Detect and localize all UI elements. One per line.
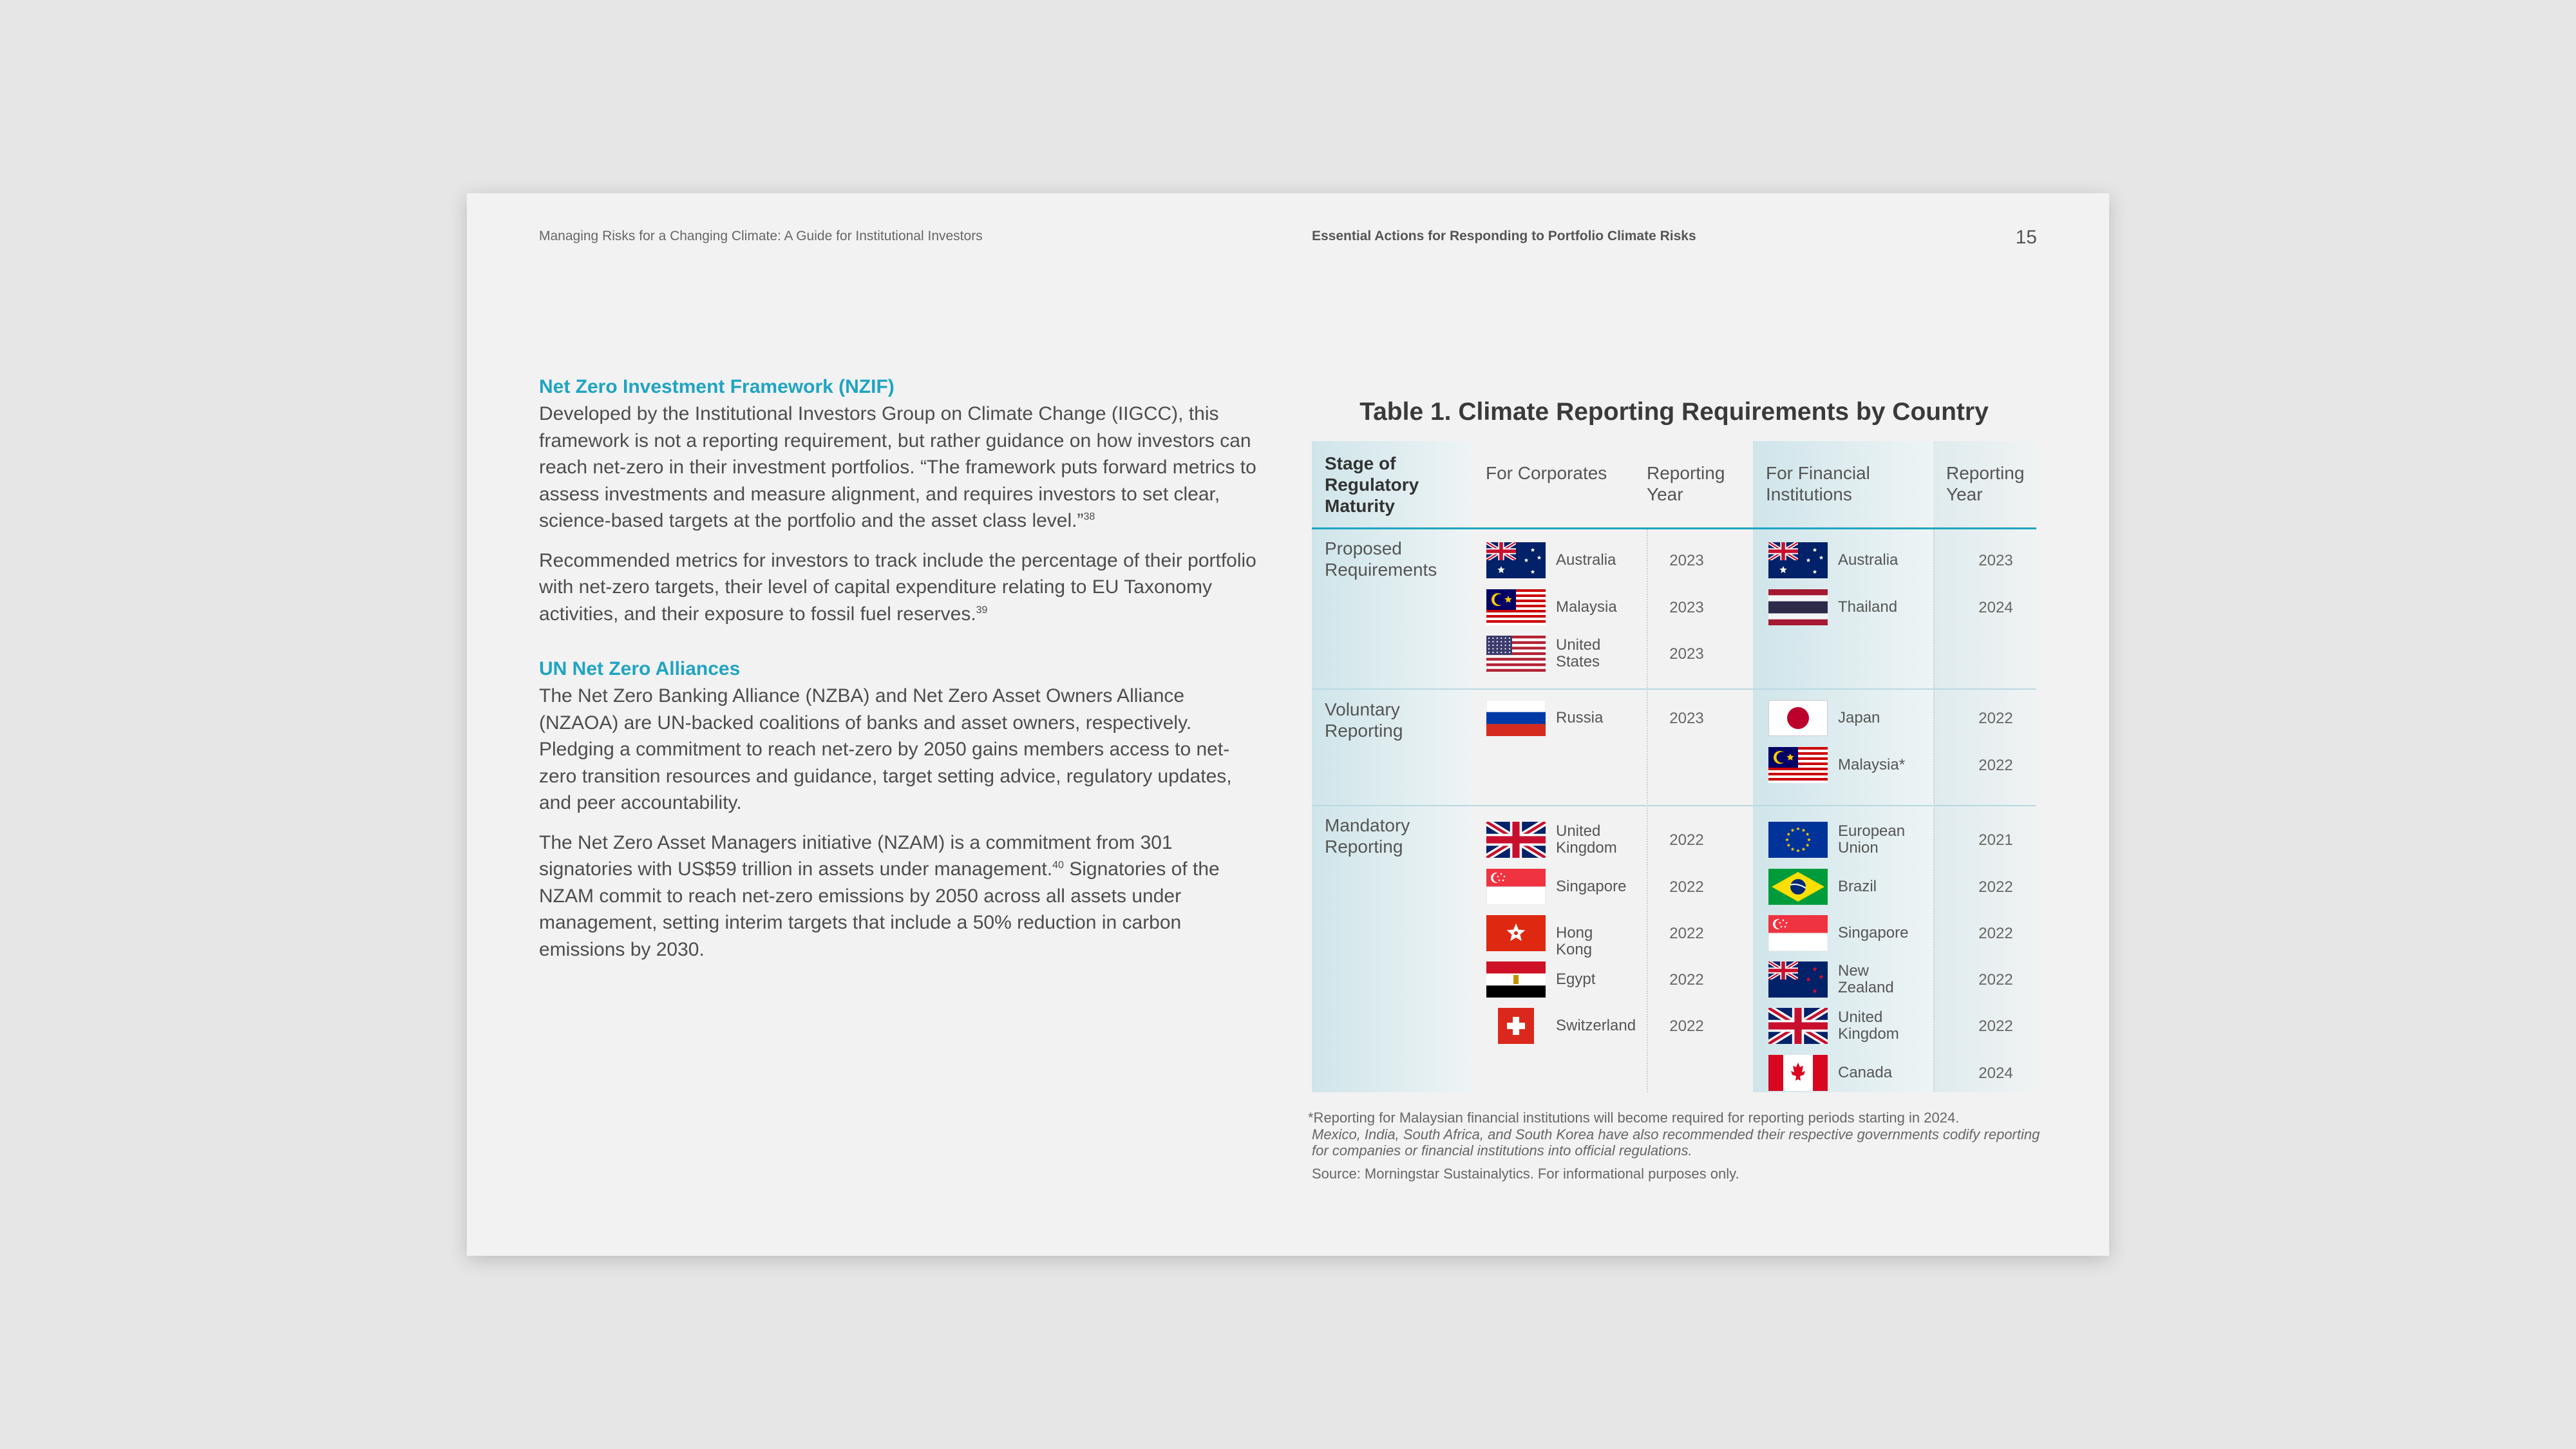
financial-reporting-year: 2022 [1978, 757, 2013, 774]
corporate-reporting-year: 2022 [1669, 831, 1704, 849]
financial-country: New Zealand [1838, 962, 1894, 996]
financial-reporting-year: 2023 [1978, 552, 2013, 569]
corporate-reporting-year: 2023 [1669, 599, 1704, 616]
stage-voluntary: Voluntary Reporting [1325, 699, 1403, 741]
stage-proposed: Proposed Requirements [1325, 538, 1437, 580]
financial-reporting-year: 2021 [1978, 831, 2013, 849]
financial-country: European Union [1838, 822, 1906, 857]
financial-reporting-year: 2024 [1978, 599, 2013, 616]
paragraph: The Net Zero Asset Managers initiative (NZAM) is a commitment from 301 signatories with US$59 trillion in assets under management.$^{40}$ Signatories of the NZAM commit to reach net-zero emissions by 2050 across all assets under management, setting interim targets that include a 50% reduction in carbon emissions by 2030. [539, 831, 1220, 960]
financial-country: Thailand [1838, 598, 1898, 616]
singapore-flag-icon [1768, 915, 1828, 951]
corporate-country: Australia [1556, 551, 1616, 569]
corporate-country: Singapore [1556, 878, 1627, 895]
document-page [467, 193, 2109, 1256]
header-financial-year: Reporting Year [1946, 463, 2025, 504]
financial-reporting-year: 2022 [1978, 971, 2013, 989]
column-divider [1933, 529, 1935, 1092]
australia-flag-icon [1768, 542, 1828, 578]
corporate-country: Hong Kong [1556, 924, 1593, 958]
switzerland-flag-icon [1486, 1008, 1546, 1044]
row-divider [1312, 688, 2036, 690]
new-zealand-flag-icon [1768, 961, 1828, 998]
running-header-left: Managing Risks for a Changing Climate: A Guide for Institutional Investors [539, 229, 983, 243]
corporate-reporting-year: 2022 [1669, 925, 1704, 942]
singapore-flag-icon [1486, 869, 1546, 905]
footnote-ref: 40 [1052, 860, 1064, 871]
financial-reporting-year: 2022 [1978, 1018, 2013, 1035]
body-text-column [539, 374, 1260, 976]
paragraph: Developed by the Institutional Investors Group on Climate Change (IIGCC), this framework is not a reporting requirement, but rather guidance on how investors can reach net-zero in their investment portfolios. “The framework puts forward metrics to assess investments and measure alignment, and requires investors to set clear, science-based targets at the portfolio and the asset class level.”$^{38}$ [539, 403, 1256, 531]
malaysia-flag-icon [1768, 747, 1828, 783]
paragraph: The Net Zero Banking Alliance (NZBA) and Net Zero Asset Owners Alliance (NZAOA) are UN-backed coalitions of banks and asset owners, respectively. Pledging a commitment to reach net-zero by 2050 gains members access to net-zero transition resources and guidance, target setting advice, regulatory updates, and peer accountability. [539, 685, 1232, 813]
footnote-ref: 39 [976, 604, 988, 616]
corporate-reporting-year: 2022 [1669, 878, 1704, 896]
financial-country: Brazil [1838, 878, 1877, 895]
header-financial: For Financial Institutions [1766, 463, 1870, 504]
egypt-flag-icon [1486, 961, 1546, 998]
paragraph: Recommended metrics for investors to track include the percentage of their portfolio with net-zero targets, their level of capital expenditure relating to EU Taxonomy activities, and their exposure to fossil fuel reserves.$^{39}$ [539, 549, 1256, 625]
uk-flag-icon [1768, 1008, 1828, 1044]
financial-country: Japan [1838, 709, 1880, 726]
column-divider [1647, 529, 1648, 1092]
stage-mandatory: Mandatory Reporting [1325, 815, 1410, 857]
corporate-reporting-year: 2023 [1669, 710, 1704, 727]
brazil-flag-icon [1768, 869, 1828, 905]
eu-flag-icon [1768, 822, 1828, 858]
financial-reporting-year: 2022 [1978, 925, 2013, 942]
corporate-reporting-year: 2023 [1669, 552, 1704, 569]
table-notes [1308, 1109, 2042, 1182]
financial-country: Australia [1838, 551, 1899, 569]
corporate-reporting-year: 2022 [1669, 1018, 1704, 1035]
thailand-flag-icon [1768, 589, 1828, 625]
corporate-reporting-year: 2022 [1669, 971, 1704, 989]
corporate-country: United States [1556, 636, 1601, 670]
hong-kong-flag-icon [1486, 915, 1546, 951]
row-divider [1312, 805, 2036, 806]
australia-flag-icon [1486, 542, 1546, 578]
climate-reporting-table [1312, 441, 2036, 1092]
running-header-section: Essential Actions for Responding to Portfolio Climate Risks [1312, 229, 1696, 243]
canada-flag-icon [1768, 1055, 1828, 1091]
japan-flag-icon [1768, 700, 1828, 736]
header-stage: Stage of Regulatory Maturity [1325, 453, 1419, 516]
note-italic: Mexico, India, South Africa, and South Korea have also recommended their respective governments codify reporting for companies or financial institutions into official regulations. [1312, 1126, 2040, 1159]
table-title: Table 1. Climate Reporting Requirements by Country [1359, 398, 1989, 426]
header-corporates: For Corporates [1486, 463, 1607, 483]
corporate-country: Russia [1556, 709, 1604, 726]
corporate-country: Malaysia [1556, 598, 1617, 616]
usa-flag-icon [1486, 636, 1546, 672]
corporate-country: Egypt [1556, 971, 1596, 988]
header-corporate-year: Reporting Year [1647, 463, 1725, 504]
corporate-country: United Kingdom [1556, 822, 1617, 857]
page-number: 15 [2015, 227, 2037, 248]
russia-flag-icon [1486, 700, 1546, 736]
section-heading-nzif: Net Zero Investment Framework (NZIF) [539, 376, 895, 397]
header-rule [1312, 527, 2036, 529]
footnote: *Reporting for Malaysian financial institutions will become required for reporting periods starting in 2024. [1308, 1110, 1960, 1126]
financial-country: Malaysia* [1838, 756, 1906, 773]
financial-reporting-year: 2022 [1978, 710, 2013, 727]
financial-reporting-year: 2024 [1978, 1065, 2013, 1082]
financial-country: Canada [1838, 1064, 1893, 1081]
section-heading-un-net-zero: UN Net Zero Alliances [539, 658, 741, 679]
corporate-country: Switzerland [1556, 1017, 1636, 1034]
source-line: Source: Morningstar Sustainalytics. For informational purposes only. [1312, 1166, 1739, 1182]
financial-country: United Kingdom [1838, 1009, 1899, 1043]
financial-reporting-year: 2022 [1978, 878, 2013, 896]
uk-flag-icon [1486, 822, 1546, 858]
financial-country: Singapore [1838, 924, 1909, 942]
malaysia-flag-icon [1486, 589, 1546, 625]
footnote-ref: 38 [1083, 511, 1095, 522]
corporate-reporting-year: 2023 [1669, 645, 1704, 663]
